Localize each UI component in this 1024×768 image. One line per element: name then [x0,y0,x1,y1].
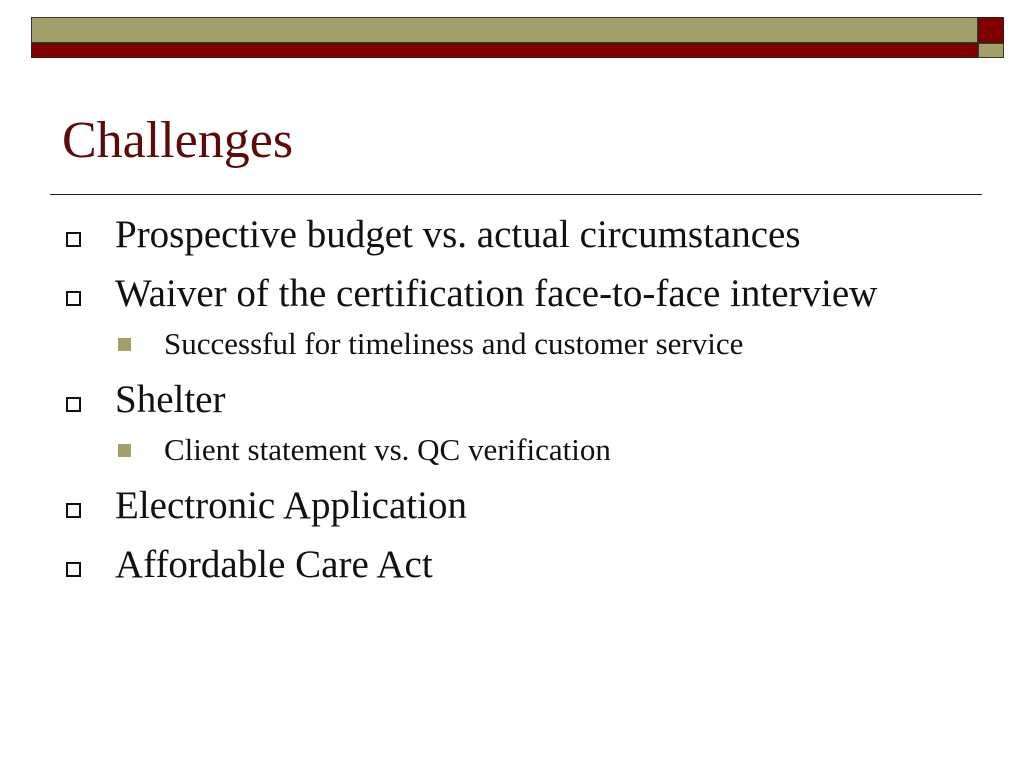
sub-bullet-item [0,430,1024,470]
header-bar-maroon [31,43,978,58]
bullet-text: Electronic Application [115,484,467,527]
header-square-maroon [978,17,1004,43]
hollow-square-bullet-icon [66,397,81,412]
slide-title: Challenges [62,112,294,169]
bullet-item [0,483,1024,529]
hollow-square-bullet-icon [66,503,81,518]
bullet-text: Waiver of the certification face-to-face interview [115,272,878,315]
bullet-text: Affordable Care Act [115,543,433,586]
filled-square-bullet-icon [118,338,131,351]
bullet-list [0,212,1024,601]
bullet-item [0,271,1024,317]
sub-bullet-text: Successful for timeliness and customer service [164,326,744,361]
sub-bullet-text: Client statement vs. QC verification [164,432,611,467]
bullet-item [0,212,1024,258]
hollow-square-bullet-icon [66,562,81,577]
bullet-text: Prospective budget vs. actual circumstances [115,213,801,256]
title-divider [50,194,982,195]
bullet-text: Shelter [115,378,226,421]
bullet-item [0,542,1024,588]
filled-square-bullet-icon [118,444,131,457]
header-bar-olive [31,17,978,43]
hollow-square-bullet-icon [66,232,81,247]
hollow-square-bullet-icon [66,291,81,306]
bullet-item [0,377,1024,423]
sub-bullet-item [0,324,1024,364]
header-square-olive [978,43,1004,58]
